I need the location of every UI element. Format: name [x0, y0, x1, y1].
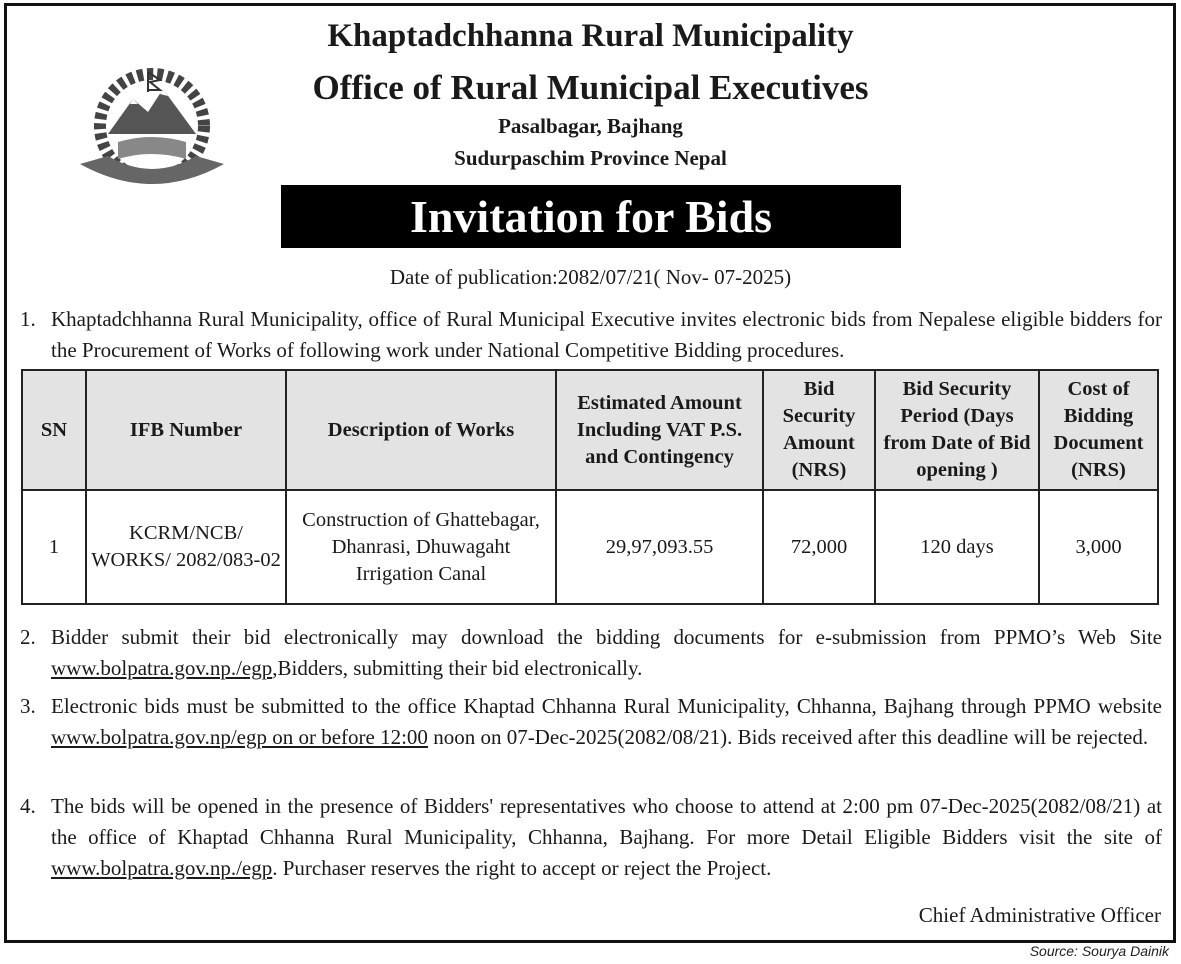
- cell-bid-security-period: 120 days: [875, 490, 1039, 604]
- paragraph-text: The bids will be opened in the presence of Bidders' representatives who choose to attend at 2:00 pm 07-Dec-2025(2082/08/21) at the office of Khaptad Chhanna Rural Municipality, Chhanna, Bajhang. For more Detail Eligible Bidders visit the site of: [51, 794, 1162, 849]
- ppmo-link[interactable]: www.bolpatra.gov.np./egp: [51, 856, 273, 880]
- cell-ifb-number: KCRM/NCB/ WORKS/ 2082/083-02: [86, 490, 286, 604]
- cell-description: Construction of Ghattebagar, Dhanrasi, Dhuwagaht Irrigation Canal: [286, 490, 556, 604]
- col-bid-security-period: Bid Security Period (Days from Date of Bid opening ): [875, 370, 1039, 490]
- table-header-row: [22, 370, 1158, 490]
- publication-date: Date of publication:2082/07/21( Nov- 07-2025): [389, 265, 792, 289]
- col-description: Description of Works: [286, 370, 556, 490]
- cell-sn: 1: [22, 490, 86, 604]
- col-sn: SN: [22, 370, 86, 490]
- ppmo-link[interactable]: www.bolpatra.gov.np./egp: [51, 656, 273, 680]
- paragraph-1: [20, 304, 1162, 366]
- municipality-name: Khaptadchhanna Rural Municipality: [327, 18, 854, 54]
- paragraph-number: 1.: [20, 307, 36, 331]
- col-ifb-number: IFB Number: [86, 370, 286, 490]
- paragraph-text: noon on 07-Dec-2025(2082/08/21). Bids received after this deadline will be rejected.: [427, 725, 1149, 749]
- paragraph-text: Bidder submit their bid electronically may download the bidding documents for e-submission from PPMO’s Web Site: [51, 625, 1162, 649]
- paragraph-4: [20, 791, 1162, 884]
- table-row: [22, 490, 1158, 604]
- paragraph-number: 3.: [20, 694, 36, 718]
- cell-cost-of-document: 3,000: [1039, 490, 1158, 604]
- cell-estimated-amount: 29,97,093.55: [556, 490, 763, 604]
- notice-title: Invitation for Bids: [281, 185, 901, 248]
- paragraph-text: Electronic bids must be submitted to the office Khaptad Chhanna Rural Municipality, Chhanna, Bajhang through PPMO website: [51, 694, 1162, 718]
- paragraph-text: ,Bidders, submitting their bid electronically.: [272, 656, 643, 680]
- signatory: Chief Administrative Officer: [918, 903, 1161, 927]
- col-estimated-amount: Estimated Amount Including VAT P.S. and Contingency: [556, 370, 763, 490]
- paragraph-2: [20, 622, 1162, 684]
- address: Pasalbagar, Bajhang: [498, 114, 683, 138]
- bid-table: [21, 369, 1159, 605]
- source-credit: Source: Sourya Dainik: [1029, 943, 1169, 959]
- paragraph-text: . Purchaser reserves the right to accept or reject the Project.: [272, 856, 772, 880]
- ppmo-link[interactable]: www.bolpatra.gov.np/egp on or before 12:00: [51, 725, 428, 749]
- province: Sudurpaschim Province Nepal: [454, 146, 727, 170]
- paragraph-number: 4.: [20, 794, 36, 818]
- col-cost-of-document: Cost of Bidding Document (NRS): [1039, 370, 1158, 490]
- paragraph-text: Khaptadchhanna Rural Municipality, office of Rural Municipal Executive invites electronic bids from Nepalese eligible bidders for the Procurement of Works of following work under National Competitive Bidding procedures.: [51, 307, 1162, 362]
- paragraph-number: 2.: [20, 625, 36, 649]
- paragraph-3: [20, 691, 1162, 753]
- cell-bid-security-amount: 72,000: [763, 490, 875, 604]
- col-bid-security-amount: Bid Security Amount (NRS): [763, 370, 875, 490]
- office-name: Office of Rural Municipal Executives: [312, 68, 869, 107]
